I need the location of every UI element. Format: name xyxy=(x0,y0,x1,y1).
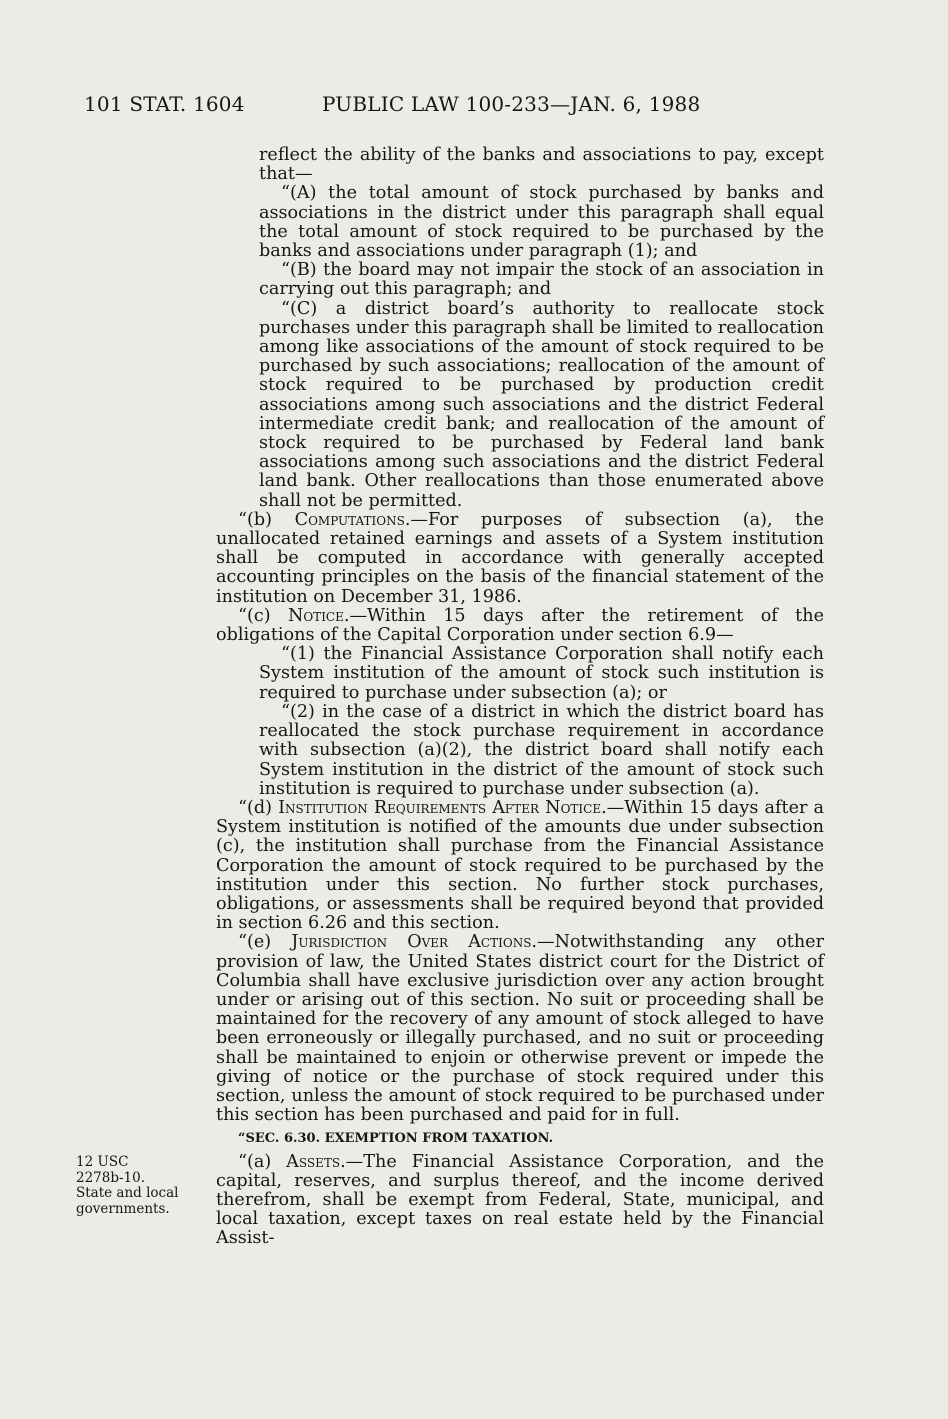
margin-note-line: 2278b-10. xyxy=(76,1169,146,1186)
subparagraph-b: “(B) the board may not impair the stock of an association in carrying out this paragraph; and xyxy=(259,260,824,300)
paragraph-continuation: reflect the ability of the banks and associations to pay, except that— xyxy=(259,145,824,185)
subsection-text: .—Within 15 days after a System institution is notified of the amounts due under subsection (c), the institution shall purchase from the Financial Assistance Corporation the amount of stock required to be purchased by the institution under this section. No further stock purchases, obligations, or assessments shall be required beyond that provided in section 6.26 and this section. xyxy=(216,797,825,934)
subsection-c xyxy=(216,607,824,645)
body-text xyxy=(216,146,824,1249)
subsection-text: .—Notwithstanding any other provision of law, the United States district court for the District of Columbia shall have exclusive jurisdiction over any action brought under or arising out of this section. No suit or proceeding shall be maintained for the recovery of any amount of stock alleged to have been erroneously or illegally purchased, and no suit or proceeding shall be maintained to enjoin or otherwise prevent or impede the giving of notice or the purchase of stock required under this section, unless the amount of stock required to be purchased under this section has been purchased and paid for in full. xyxy=(216,932,824,1126)
margin-note-line: 12 USC xyxy=(76,1154,129,1170)
subsection-d xyxy=(216,799,824,933)
subsection-title: Jurisdiction Over Actions xyxy=(291,932,532,953)
subsection-label: “(a) xyxy=(238,1151,287,1172)
paragraph-c1: “(1) the Financial Assistance Corporation shall notify each System institution of the amount of stock such institution is required to purchase under subsection (a); or xyxy=(259,644,824,703)
section-heading: “SEC. 6.30. EXEMPTION FROM TAXATION. xyxy=(238,1131,554,1147)
subsection-label: “(b) xyxy=(238,509,295,530)
subsection-e xyxy=(216,933,824,1125)
subsection-text: .—Within 15 days after the retirement of the obligations of the Capital Corporation under section 6.9— xyxy=(216,605,824,646)
margin-note xyxy=(76,1155,196,1217)
paragraph-c2: “(2) in the case of a district in which the district board has reallocated the stock purchase requirement in accordance with subsection (a)(2), the district board shall notify each System institution in the district of the amount of stock such institution is required to purchase under subsection (a). xyxy=(259,701,824,799)
subsection-title: Assets xyxy=(286,1151,341,1172)
subsection-label: “(c) xyxy=(238,605,288,626)
subsection-title: Institution Requirements After Notice xyxy=(278,797,602,818)
subsection-label: “(e) xyxy=(238,932,292,953)
subsection-text: .—The Financial Assistance Corporation, and the capital, reserves, and surplus thereof, and the income derived therefrom, shall be exempt from Federal, State, municipal, and local taxation, except taxes on real estate held by the Financial Assist- xyxy=(216,1151,824,1249)
subsection-text: .—For purposes of subsection (a), the unallocated retained earnings and assets of a System institution shall be computed in accordance with generally accepted accounting principles on the basis of the financial statement of the institution on December 31, 1986. xyxy=(216,509,824,607)
public-law-date: PUBLIC LAW 100-233—JAN. 6, 1988 xyxy=(322,92,701,116)
margin-note-line: governments. xyxy=(76,1200,170,1217)
subsection-a xyxy=(216,1153,824,1249)
subsection-title: Notice xyxy=(287,605,344,626)
subsection-label: “(d) xyxy=(238,797,279,818)
subsection-title: Computations xyxy=(294,509,405,530)
stat-page-number: 101 STAT. 1604 xyxy=(84,92,245,116)
margin-note-line: State and local xyxy=(76,1185,179,1201)
subsection-b xyxy=(216,511,824,607)
subparagraph-c: “(C) a district board’s authority to reallocate stock purchases under this paragraph shall be limited to reallocation among like associations of the amount of stock required to be purchased by such associations; reallocation of the amount of stock required to be purchased by production credit associations among such associations and the district Federal intermediate credit bank; and reallocation of the amount of stock required to be purchased by Federal land bank associations among such associations and the district Federal land bank. Other reallocations than those enumerated above shall not be permitted. xyxy=(259,298,824,511)
subparagraph-a: “(A) the total amount of stock purchased by banks and associations in the district under this paragraph shall equal the total amount of stock required to be purchased by the banks and associations under paragraph (1); and xyxy=(259,183,824,262)
